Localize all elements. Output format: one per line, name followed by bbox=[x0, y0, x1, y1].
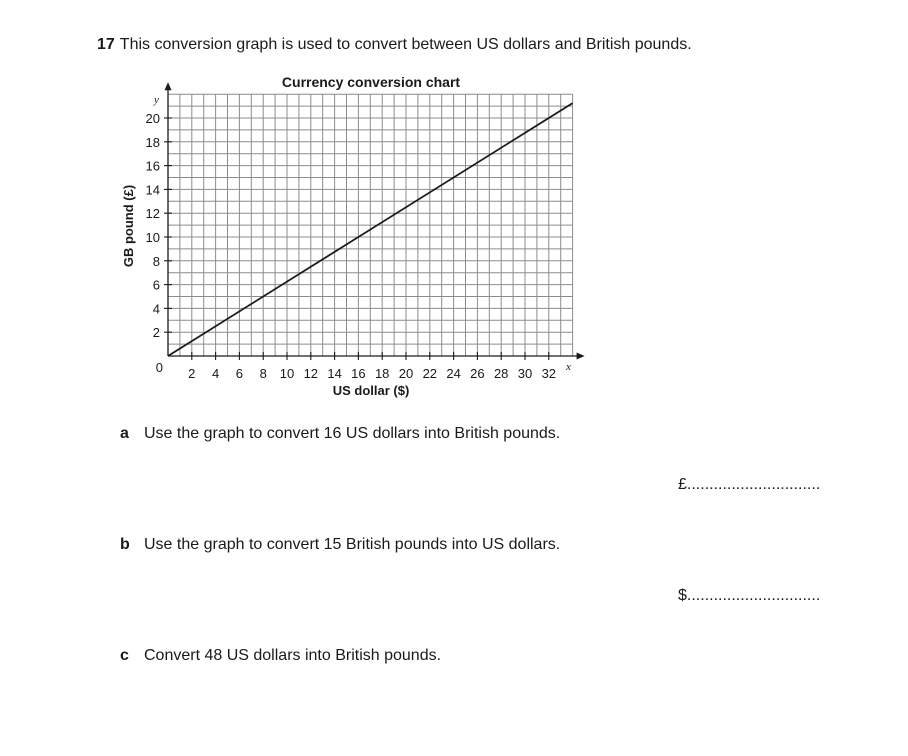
answer-b-prefix: $ bbox=[678, 587, 687, 604]
x-tick-label: 20 bbox=[398, 366, 414, 381]
y-tick-label: 6 bbox=[152, 277, 160, 293]
x-tick-label: 2 bbox=[188, 366, 196, 381]
y-tick-label: 10 bbox=[145, 230, 160, 245]
y-tick-label: 8 bbox=[152, 253, 160, 269]
part-c-text: Convert 48 US dollars into British pounds. bbox=[144, 647, 442, 664]
part-c-letter: c bbox=[120, 647, 129, 664]
question-number: 17 bbox=[97, 36, 115, 53]
x-tick-label: 16 bbox=[351, 366, 366, 381]
x-axis-arrow bbox=[577, 353, 585, 360]
x-tick-label: 4 bbox=[211, 366, 220, 381]
x-axis-variable: x bbox=[566, 361, 571, 373]
part-b-text: Use the graph to convert 15 British pounds into US dollars. bbox=[144, 536, 561, 553]
answer-b-field[interactable] bbox=[678, 587, 820, 605]
part-b-letter: b bbox=[120, 536, 130, 553]
chart-grid bbox=[168, 94, 573, 356]
y-axis-arrow bbox=[165, 82, 172, 90]
x-tick-label: 18 bbox=[374, 366, 390, 381]
x-tick-label: 10 bbox=[279, 366, 295, 381]
x-tick-label: 30 bbox=[517, 366, 533, 381]
part-a bbox=[120, 425, 560, 443]
x-axis-label: US dollar ($) bbox=[332, 383, 410, 398]
y-tick-label: 12 bbox=[145, 206, 160, 222]
answer-b-dots: .............................. bbox=[686, 587, 821, 604]
x-tick-label: 24 bbox=[446, 366, 461, 381]
origin-label: 0 bbox=[155, 360, 163, 375]
x-tick-label: 6 bbox=[235, 366, 244, 381]
chart-title: Currency conversion chart bbox=[281, 74, 461, 90]
y-tick-label: 18 bbox=[145, 134, 160, 150]
x-tick-label: 22 bbox=[422, 366, 438, 381]
y-axis-variable: y bbox=[154, 94, 159, 106]
part-b bbox=[120, 536, 560, 554]
y-tick-label: 4 bbox=[152, 301, 160, 317]
y-tick-label: 16 bbox=[145, 158, 160, 174]
part-a-text: Use the graph to convert 16 US dollars into British pounds. bbox=[144, 425, 561, 442]
part-c bbox=[120, 647, 441, 665]
answer-a-prefix: £ bbox=[678, 476, 687, 493]
x-tick-label: 12 bbox=[303, 366, 319, 381]
y-tick-label: 20 bbox=[145, 111, 160, 126]
question-text: This conversion graph is used to convert between US dollars and British pounds. bbox=[119, 36, 692, 53]
y-tick-label: 14 bbox=[145, 182, 160, 198]
x-tick-label: 32 bbox=[541, 366, 557, 381]
x-tick-label: 28 bbox=[493, 366, 509, 381]
x-tick-label: 26 bbox=[470, 366, 485, 381]
x-tick-label: 8 bbox=[259, 366, 267, 381]
y-tick-label: 2 bbox=[152, 325, 160, 341]
part-a-letter: a bbox=[120, 425, 129, 442]
answer-a-field[interactable] bbox=[678, 476, 820, 494]
y-axis-label: GB pound (£) bbox=[121, 184, 136, 268]
answer-a-dots: .............................. bbox=[686, 476, 821, 493]
x-tick-label: 14 bbox=[327, 366, 342, 381]
